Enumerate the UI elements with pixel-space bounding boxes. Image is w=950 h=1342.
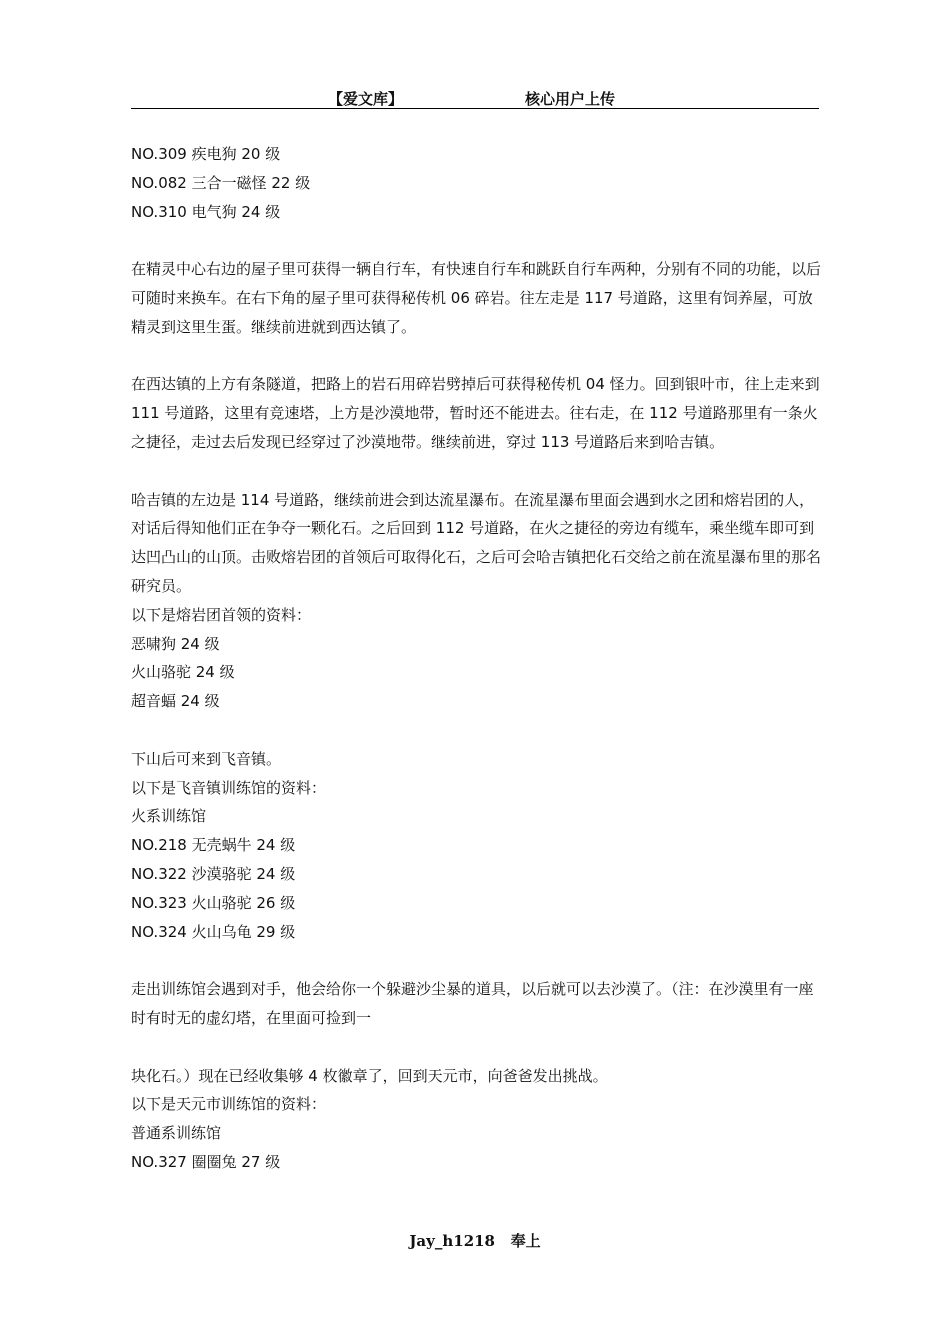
list-item: NO.322 沙漠骆驼 24 级 bbox=[131, 864, 296, 883]
paragraph-gap bbox=[131, 342, 821, 371]
paragraph-gap bbox=[131, 457, 821, 486]
paragraph-gap bbox=[131, 716, 821, 745]
list-item: 恶啸狗 24 级 bbox=[131, 634, 220, 653]
paragraph: 哈吉镇的左边是 114 号道路，继续前进会到达流星瀑布。在流星瀑布里面会遇到水之团和熔岩团的人，对话后得知他们正在争夺一颗化石。之后回到 112 号道路，在火之捷径的旁边有缆车，乘坐缆车即可到达凹凸山的山顶。击败熔岩团的首领后可取得化石，之后可会哈吉镇把化石交给之前在流星瀑布里的那名研究员。 bbox=[131, 490, 822, 595]
gym-type: 火系训练馆 bbox=[131, 807, 207, 826]
paragraph: 在西达镇的上方有条隧道，把路上的岩石用碎岩劈掉后可获得秘传机 04 怪力。回到银叶市，往上走来到 111 号道路，这里有竞速塔，上方是沙漠地带，暂时还不能进去。往右走，在 112 号道路那里有一条火之捷径，走过去后发现已经穿过了沙漠地带。继续前进，穿过 113 号道路后来到哈吉镇。 bbox=[131, 375, 820, 451]
page-footer: Jay_h1218 奉上 bbox=[409, 1232, 541, 1250]
paragraph: 块化石。）现在已经收集够 4 枚徽章了，回到天元市，向爸爸发出挑战。 bbox=[131, 1066, 608, 1085]
paragraph-gap bbox=[131, 1033, 821, 1062]
gym-type: 普通系训练馆 bbox=[131, 1124, 222, 1143]
paragraph-gap bbox=[131, 226, 821, 255]
list-item: 火山骆驼 24 级 bbox=[131, 663, 235, 682]
list-item: 超音蝠 24 级 bbox=[131, 692, 220, 711]
list-item: NO.310 电气狗 24 级 bbox=[131, 202, 281, 221]
paragraph-gap bbox=[131, 946, 821, 975]
gym-intro: 以下是飞音镇训练馆的资料： bbox=[131, 778, 327, 797]
header-upload-note: 核心用户上传 bbox=[525, 90, 616, 108]
paragraph: 下山后可来到飞音镇。 bbox=[131, 749, 282, 768]
paragraph: 走出训练馆会遇到对手，他会给你一个躲避沙尘暴的道具，以后就可以去沙漠了。（注：在沙漠里有一座时有时无的虚幻塔，在里面可捡到一 bbox=[131, 980, 814, 1027]
list-item: NO.082 三合一磁怪 22 级 bbox=[131, 173, 311, 192]
list-item: NO.324 火山乌龟 29 级 bbox=[131, 922, 296, 941]
header-site-name: 【爱文库】 bbox=[328, 90, 404, 108]
page-header bbox=[131, 86, 819, 109]
gym-intro: 以下是天元市训练馆的资料： bbox=[131, 1095, 327, 1114]
list-item: NO.323 火山骆驼 26 级 bbox=[131, 893, 296, 912]
list-item: NO.218 无壳蜗牛 24 级 bbox=[131, 836, 296, 855]
paragraph: 在精灵中心右边的屋子里可获得一辆自行车，有快速自行车和跳跃自行车两种，分别有不同的功能，以后可随时来换车。在右下角的屋子里可获得秘传机 06 碎岩。往左走是 117 号道路，这里有饲养屋，可放精灵到这里生蛋。继续前进就到西达镇了。 bbox=[131, 260, 822, 336]
document-body bbox=[131, 140, 821, 1177]
lava-leader-intro: 以下是熔岩团首领的资料： bbox=[131, 605, 312, 624]
list-item: NO.327 圈圈兔 27 级 bbox=[131, 1152, 281, 1171]
list-item: NO.309 疾电狗 20 级 bbox=[131, 145, 281, 163]
